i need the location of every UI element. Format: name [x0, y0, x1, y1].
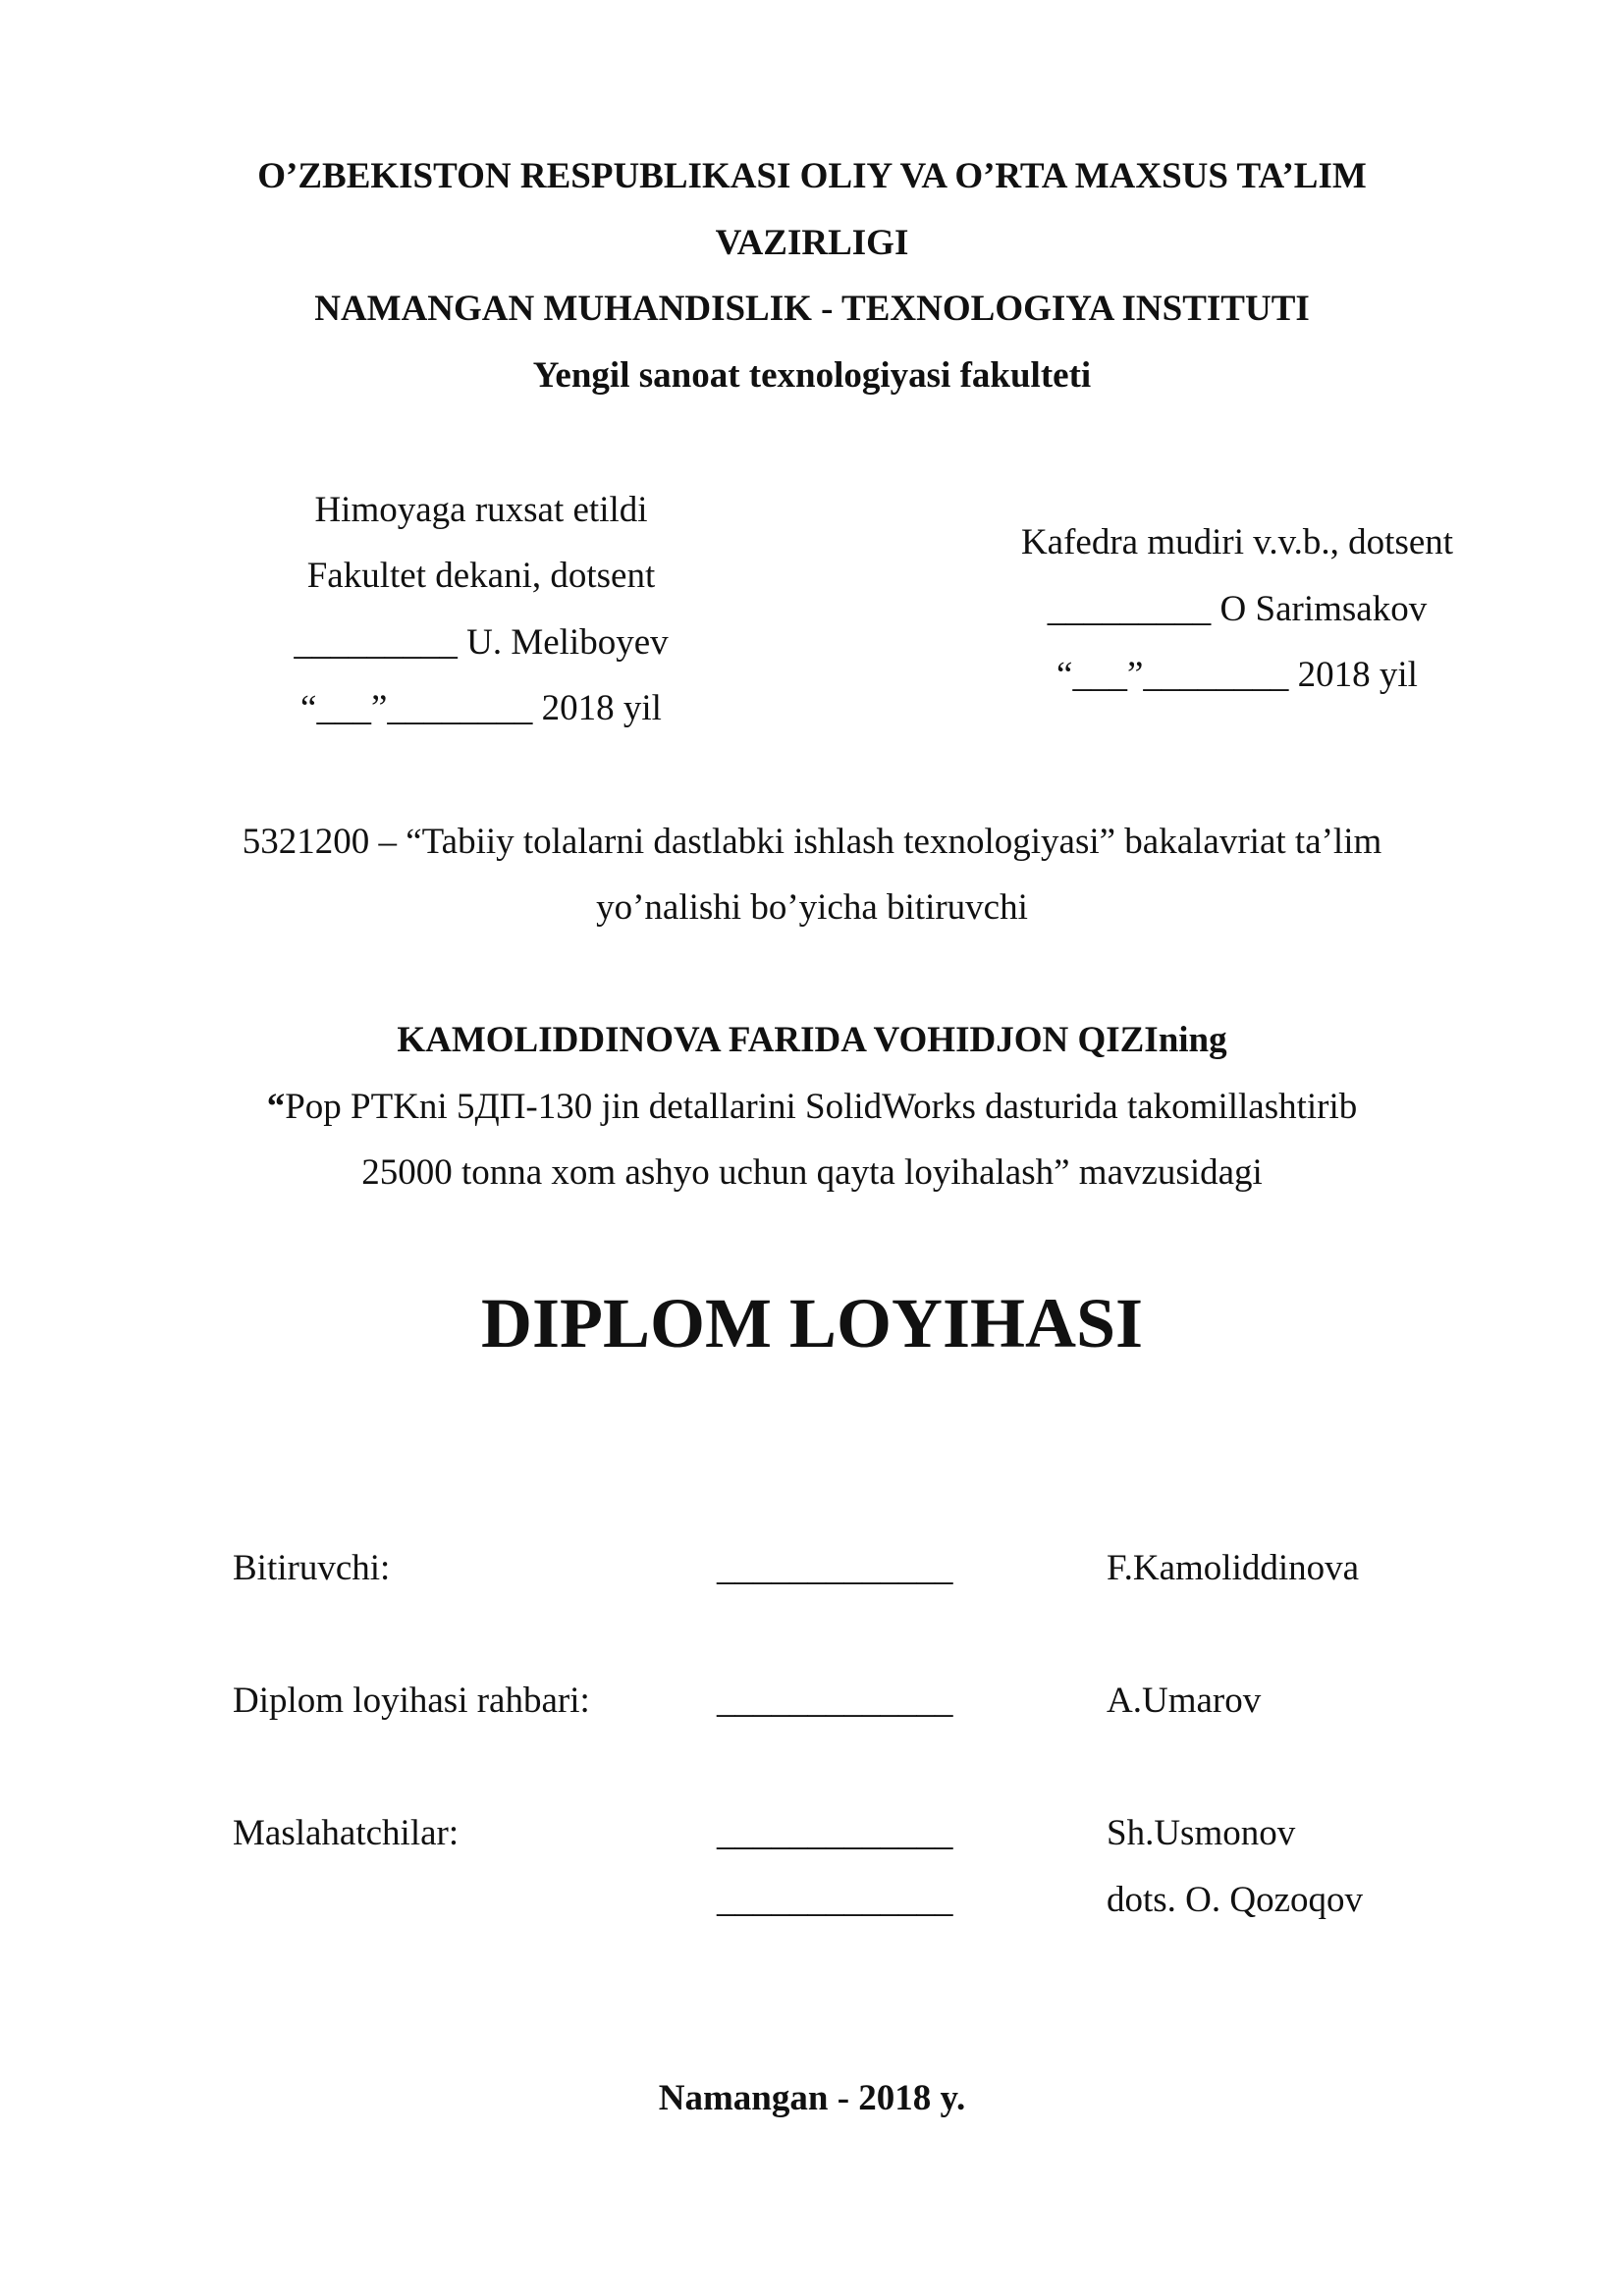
- consultant-1-signature-line: _____________: [717, 1813, 953, 1853]
- topic-line-1-text: Pop PTKni 5ДП-130 jin detallarini SolidWorks dasturida takomillashtirib: [285, 1087, 1358, 1127]
- faculty-name: Yengil sanoat texnologiyasi fakulteti: [532, 355, 1092, 396]
- consultants-label: Maslahatchilar:: [233, 1813, 460, 1853]
- approval-left-date: “___”________ 2018 yil: [300, 688, 662, 728]
- supervisor-name: A.Umarov: [1107, 1681, 1262, 1721]
- topic-line-1: [0, 1085, 1624, 1129]
- approval-right-line-1: Kafedra mudiri v.v.b., dotsent: [1020, 522, 1454, 562]
- graduate-name: F.Kamoliddinova: [1107, 1548, 1360, 1588]
- city-year-footer: Namangan - 2018 y.: [658, 2078, 966, 2118]
- consultant-2-name: dots. O. Qozoqov: [1107, 1880, 1364, 1920]
- specialty-line-1: 5321200 – “Tabiiy tolalarni dastlabki ishlash texnologiyasi” bakalavriat ta’lim: [242, 822, 1382, 862]
- document-title: DIPLOM LOYIHASI: [480, 1284, 1144, 1362]
- student-name: KAMOLIDDINOVA FARIDA VOHIDJON QIZIning: [397, 1020, 1227, 1060]
- graduate-label: Bitiruvchi:: [233, 1548, 391, 1588]
- consultant-2-signature-line: _____________: [717, 1880, 953, 1920]
- specialty-line-2: yo’nalishi bo’yicha bitiruvchi: [596, 887, 1028, 928]
- supervisor-label: Diplom loyihasi rahbari:: [233, 1681, 590, 1721]
- ministry-line-1: O’ZBEKISTON RESPUBLIKASI OLIY VA O’RTA MAXSUS TA’LIM: [257, 156, 1367, 196]
- supervisor-signature-line: _____________: [717, 1681, 953, 1721]
- institute-name: NAMANGAN MUHANDISLIK - TEXNOLOGIYA INSTITUTI: [314, 289, 1310, 329]
- consultant-1-name: Sh.Usmonov: [1107, 1813, 1296, 1853]
- topic-open-quote: “: [266, 1087, 286, 1127]
- topic-line-2: 25000 tonna xom ashyo uchun qayta loyihalash” mavzusidagi: [361, 1152, 1263, 1193]
- approval-right-signature: _________ O Sarimsakov: [1047, 589, 1428, 629]
- ministry-line-2: VAZIRLIGI: [715, 223, 909, 263]
- graduate-signature-line: _____________: [717, 1548, 953, 1588]
- approval-left-line-1: Himoyaga ruxsat etildi: [314, 490, 648, 530]
- approval-left-signature: _________ U. Meliboyev: [294, 622, 669, 663]
- approval-right-date: “___”________ 2018 yil: [1056, 655, 1418, 695]
- approval-left-line-2: Fakultet dekani, dotsent: [306, 556, 656, 596]
